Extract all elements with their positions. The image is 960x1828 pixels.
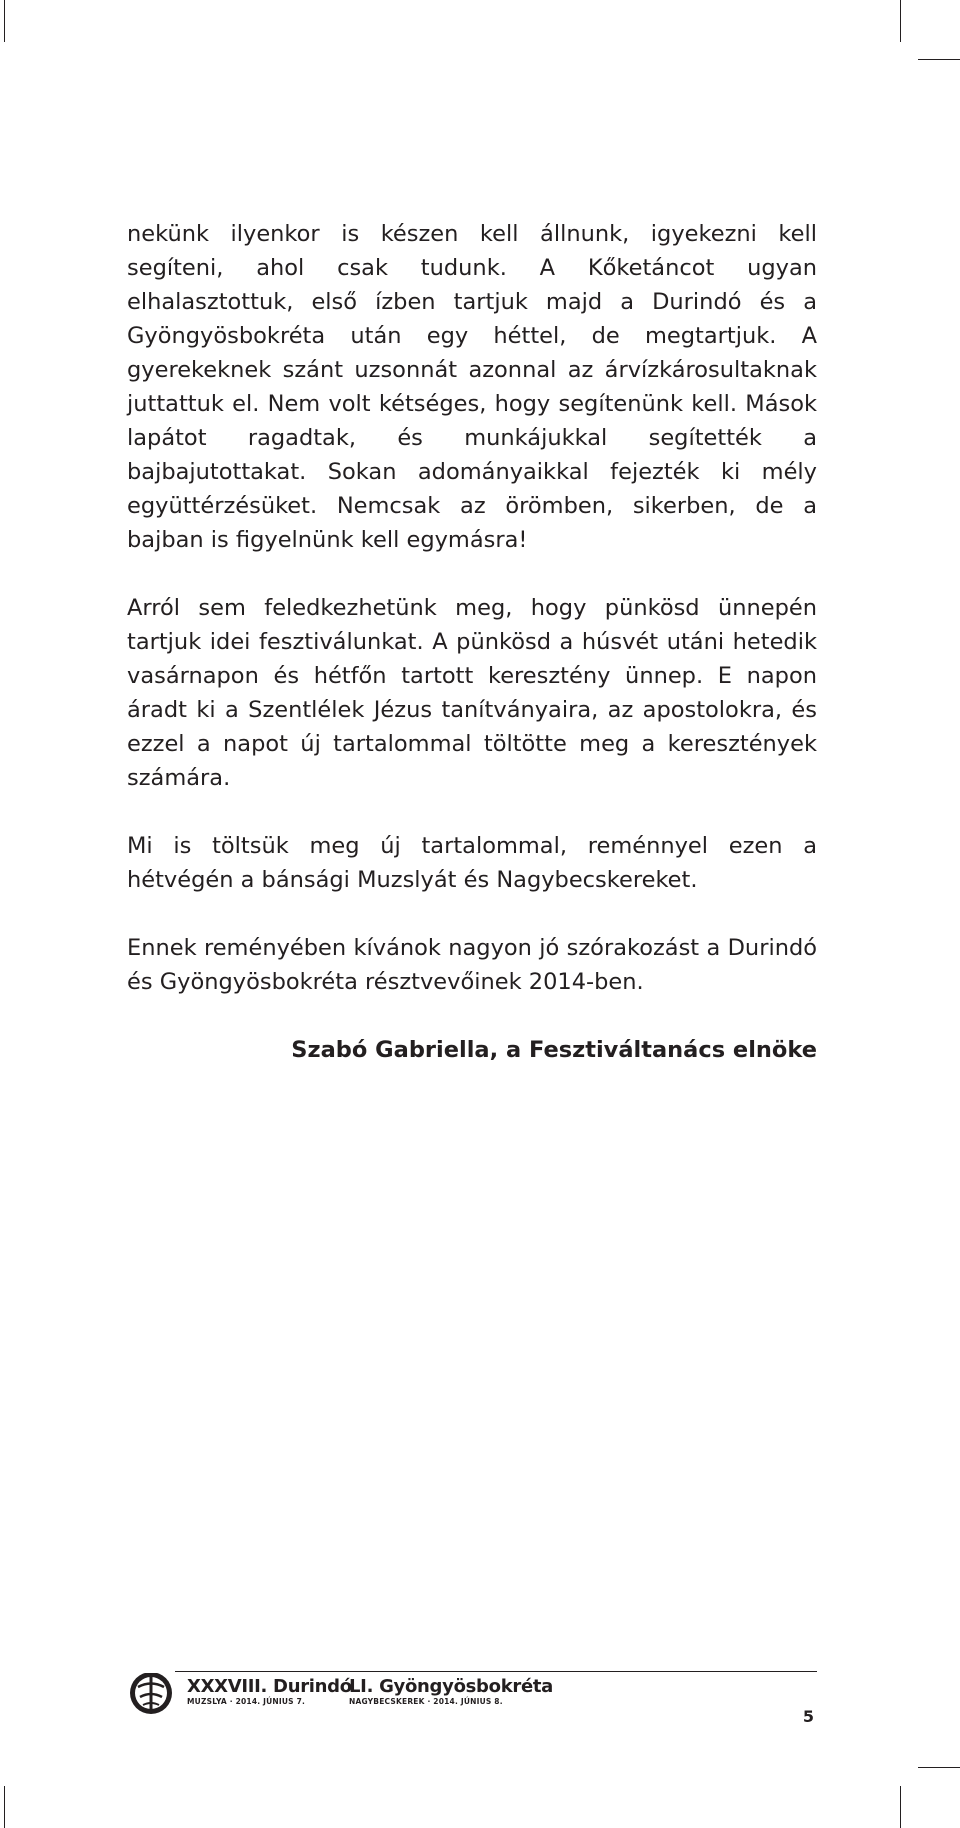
crop-mark-bottom-right-horizontal [918,1767,960,1768]
crop-mark-top-right-vertical [900,0,901,42]
festival-gyongyosbokreta [349,1677,553,1707]
paragraph-4: Ennek reményében kívánok nagyon jó szórakozást a Durindó és Gyöngyösbokréta résztvevőinek 2014-ben. [127,935,817,995]
page-number: 5 [802,1707,814,1726]
festival-gyongyosbokreta-title: LI. Gyöngyösbokréta [349,1676,554,1697]
signature: Szabó Gabriella, a Fesztiváltanács elnöke [291,1037,817,1063]
crop-mark-bottom-right-vertical [900,1786,901,1828]
paragraph-3: Mi is töltsük meg új tartalommal, reménnyel ezen a hétvégén a bánsági Muzslyát és Nagybecskereket. [127,833,817,893]
footer-rule [127,1671,817,1672]
article-body [127,217,817,1067]
festival-gyongyosbokreta-subtitle: NAGYBECSKEREK · 2014. JÚNIUS 8. [349,1697,503,1706]
crop-mark-top-right-horizontal [918,59,960,60]
festival-durindo-subtitle: MUZSLYA · 2014. JÚNIUS 7. [187,1697,306,1706]
paragraph-1: nekünk ilyenkor is készen kell állnunk, igyekezni kell segíteni, ahol csak tudunk. A Kőketáncot ugyan elhalasztottuk, első ízben tartjuk majd a Durindó és a Gyöngyösbokréta után egy héttel, de megtartjuk. A gyerekeknek szánt uzsonnát azonnal az árvízkárosultaknak juttattuk el. Nem volt kétséges, hogy segítenünk kell. Mások lapátot ragadtak, és munkájukkal segítették a bajbajutottakat. Sokan adományaikkal fejezték ki mély együttérzésüket. Nemcsak az örömben, sikerben, de a bajban is figyelnünk kell egymásra! [127,221,817,553]
crop-mark-top-left [4,0,5,42]
crop-mark-bottom-left [4,1786,5,1828]
festival-durindo [187,1677,352,1707]
paragraph-2: Arról sem feledkezhetünk meg, hogy pünkösd ünnepén tartjuk idei fesztiválunkat. A pünkösd a húsvét utáni hetedik vasárnapon és hétfőn tartott keresztény ünnep. E napon áradt ki a Szentlélek Jézus tanítványaira, az apostolokra, és ezzel a napot új tartalommal töltötte meg a keresztények számára. [127,595,817,791]
festival-durindo-title: XXXVIII. Durindó [187,1676,352,1697]
festival-emblem-icon [127,1667,175,1717]
